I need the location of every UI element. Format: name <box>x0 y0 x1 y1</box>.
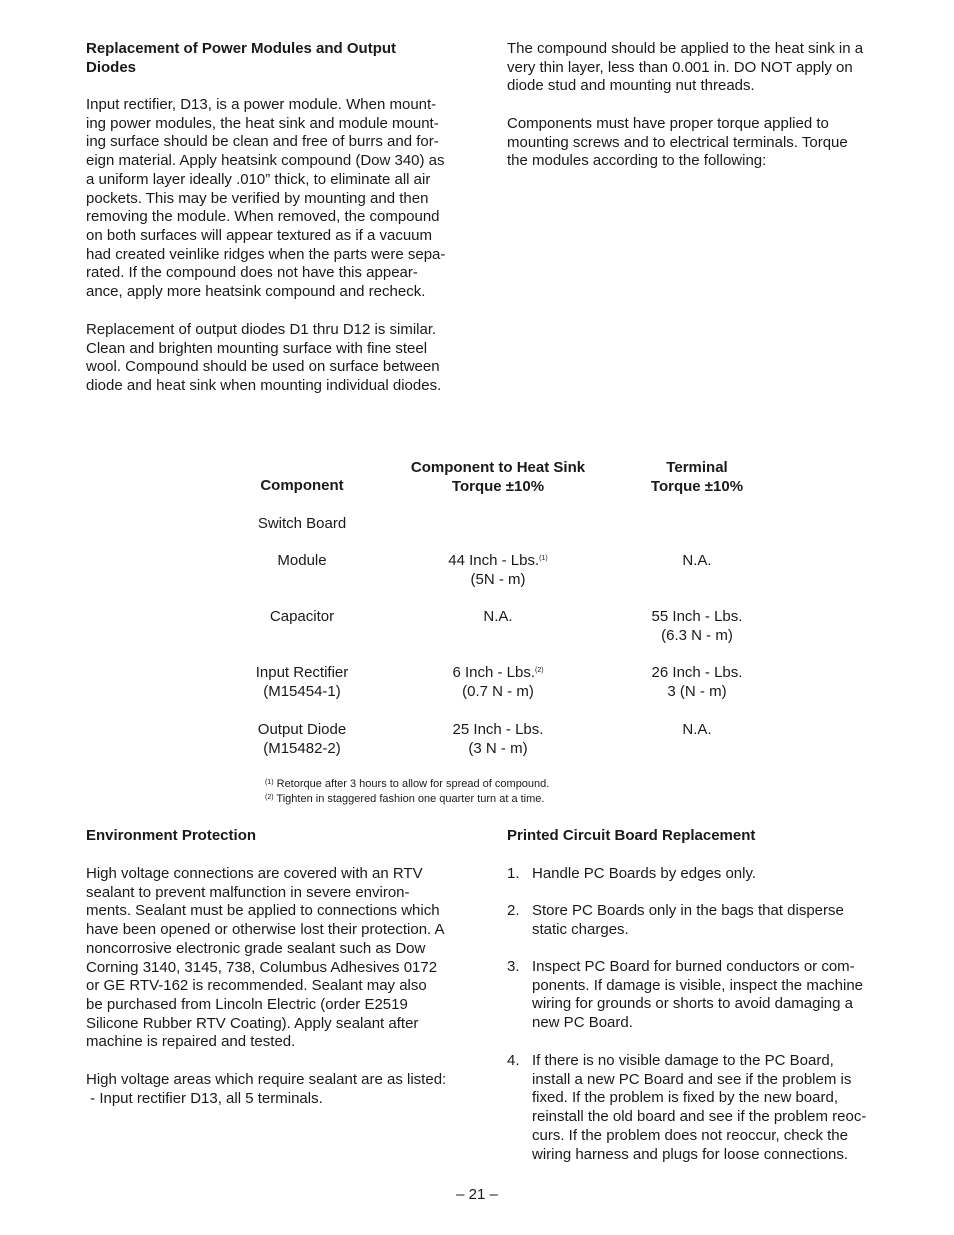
footnote-mark: (2) <box>265 794 274 801</box>
text-line: ance, apply more heatsink compound and recheck. <box>86 283 426 301</box>
text-line: or GE RTV-162 is recommended. Sealant may also <box>86 977 427 995</box>
text-line: a uniform layer ideally .010” thick, to eliminate all air <box>86 170 431 188</box>
list-item-number: 4. <box>507 1052 520 1069</box>
text-line: had created veinlike ridges when the parts were sepa- <box>86 245 446 263</box>
text-line: have been opened or otherwise lost their protection. A <box>86 921 445 939</box>
text-line: fixed. If the problem is fixed by the new board, <box>532 1089 838 1107</box>
text-line: install a new PC Board and see if the problem is <box>532 1070 852 1088</box>
text-line: sealant to prevent malfunction in severe environ- <box>86 883 410 901</box>
heading-line: Diodes <box>86 58 137 76</box>
text-line: Clean and brighten mounting surface with fine steel <box>86 339 428 357</box>
table-cell-line: Input Rectifier <box>255 664 349 681</box>
text-line: on both surfaces will appear textured as if a vacuum <box>86 226 433 244</box>
table-row-capacitor-sink: N.A. <box>483 608 513 625</box>
text-line: be purchased from Lincoln Electric (order E2519 <box>86 995 408 1013</box>
text-line: removing the module. When removed, the compound <box>86 208 440 226</box>
text-line: wiring for grounds or shorts to avoid damaging a <box>532 995 854 1013</box>
table-row-output-diode-sink <box>387 721 609 758</box>
table-cell-value: 44 Inch - Lbs. <box>448 552 540 569</box>
table-row-module-sink <box>387 552 609 589</box>
table-cell-line: (6.3 N - m) <box>661 626 733 644</box>
section-heading-pcb-replacement: Printed Circuit Board Replacement <box>507 827 756 844</box>
text-line: eign material. Apply heatsink compound (Dow 340) as <box>86 152 445 170</box>
environment-paragraph-2 <box>86 1071 446 1108</box>
text-line: reinstall the old board and see if the problem reoc- <box>532 1108 867 1126</box>
page-number: – 21 – <box>456 1186 498 1203</box>
table-row-capacitor-component: Capacitor <box>269 608 335 625</box>
table-cell-line <box>387 664 609 683</box>
compound-paragraph <box>507 40 863 96</box>
text-line: machine is repaired and tested. <box>86 1033 296 1051</box>
text-line: mounting screws and to electrical terminals. Torque <box>507 133 848 151</box>
header-line: Torque ±10% <box>451 477 545 495</box>
text-line: rated. If the compound does not have this appear- <box>86 264 418 282</box>
table-cell-line: (M15454-1) <box>263 682 341 700</box>
text-line: new PC Board. <box>532 1014 633 1032</box>
text-line: Inspect PC Board for burned conductors or com- <box>532 958 855 975</box>
table-row-output-diode-terminal: N.A. <box>682 721 712 738</box>
table-cell-line: (0.7 N - m) <box>462 682 534 700</box>
list-item <box>532 902 892 939</box>
footnote-text: Tighten in staggered fashion one quarter turn at a time. <box>276 793 545 805</box>
text-line: Corning 3140, 3145, 738, Columbus Adhesives 0172 <box>86 958 438 976</box>
table-row-input-rectifier-terminal <box>592 664 802 701</box>
header-line: Component to Heat Sink <box>410 459 586 476</box>
table-cell-line: (5N - m) <box>470 570 526 588</box>
table-cell-line: 25 Inch - Lbs. <box>452 721 544 738</box>
table-cell-line: (3 N - m) <box>468 739 528 757</box>
text-line: wiring harness and plugs for loose connections. <box>532 1145 849 1163</box>
footnote-mark: (2) <box>534 667 544 674</box>
table-row-module-component: Module <box>277 552 327 569</box>
footnote-1 <box>265 777 549 792</box>
text-line: the modules according to the following: <box>507 152 767 170</box>
footnote-text: Retorque after 3 hours to allow for spread of compound. <box>276 778 550 790</box>
text-line: Store PC Boards only in the bags that disperse <box>532 902 844 919</box>
text-line: pockets. This may be verified by mounting and then <box>86 189 429 207</box>
header-line: Terminal <box>666 459 728 476</box>
footnote-mark: (1) <box>265 779 274 786</box>
list-item <box>532 1052 892 1164</box>
text-line: Silicone Rubber RTV Coating). Apply sealant after <box>86 1014 419 1032</box>
text-line: - Input rectifier D13, all 5 terminals. <box>86 1089 323 1107</box>
text-line: Replacement of output diodes D1 thru D12 is similar. <box>86 321 437 338</box>
table-cell-value: 6 Inch - Lbs. <box>452 664 535 681</box>
header-line: Torque ±10% <box>650 477 744 495</box>
torque-intro-paragraph <box>507 115 848 171</box>
power-modules-paragraph-2 <box>86 321 441 396</box>
text-line: Components must have proper torque applied to <box>507 115 829 132</box>
power-modules-paragraph-1 <box>86 96 445 302</box>
table-cell-line: 55 Inch - Lbs. <box>651 608 743 625</box>
text-line: diode and heat sink when mounting individual diodes. <box>86 377 442 395</box>
text-line: static charges. <box>532 920 629 938</box>
section-heading-power-modules <box>86 40 396 77</box>
text-line: curs. If the problem does not reoccur, check the <box>532 1126 848 1144</box>
header-terminal-torque <box>592 459 802 496</box>
section-heading-environment: Environment Protection <box>86 827 257 844</box>
footnote-mark: (1) <box>539 555 548 562</box>
header-heat-sink-torque <box>387 459 609 496</box>
table-row-input-rectifier-component <box>202 664 402 701</box>
list-item-number: 2. <box>507 902 520 919</box>
header-component: Component <box>260 477 344 494</box>
table-row-input-rectifier-sink <box>387 664 609 701</box>
text-line: very thin layer, less than 0.001 in. DO NOT apply on <box>507 58 853 76</box>
table-row-output-diode-component <box>202 721 402 758</box>
heading-line: Replacement of Power Modules and Output <box>86 40 397 57</box>
text-line: ponents. If damage is visible, inspect the machine <box>532 976 864 994</box>
text-line: ments. Sealant must be applied to connections which <box>86 902 440 920</box>
text-line: diode stud and mounting nut threads. <box>507 77 755 95</box>
text-line: Input rectifier, D13, is a power module. When mount- <box>86 96 437 113</box>
environment-paragraph-1 <box>86 865 445 1052</box>
footnote-2 <box>265 792 544 807</box>
text-line: Handle PC Boards by edges only. <box>532 865 757 882</box>
text-line: If there is no visible damage to the PC Board, <box>532 1052 834 1069</box>
table-row-module-terminal: N.A. <box>682 552 712 569</box>
list-item <box>532 865 892 884</box>
text-line: ing power modules, the heat sink and module mount- <box>86 114 439 132</box>
table-cell-line: (M15482-2) <box>263 739 341 757</box>
text-line: High voltage areas which require sealant are as listed: <box>86 1071 447 1088</box>
text-line: noncorrosive electronic grade sealant such as Dow <box>86 939 426 957</box>
table-cell-line: 26 Inch - Lbs. <box>651 664 743 681</box>
list-item-number: 1. <box>507 865 520 882</box>
text-line: High voltage connections are covered with an RTV <box>86 865 423 882</box>
list-item <box>532 958 892 1033</box>
table-row-capacitor-terminal <box>592 608 802 645</box>
table-cell-line: 3 (N - m) <box>667 682 727 700</box>
text-line: ing surface should be clean and free of burrs and for- <box>86 133 439 151</box>
table-cell-line: Output Diode <box>257 721 347 738</box>
list-item-number: 3. <box>507 958 520 975</box>
table-row-switch-board-component: Switch Board <box>257 515 347 532</box>
table-cell-line <box>387 552 609 571</box>
text-line: wool. Compound should be used on surface between <box>86 358 440 376</box>
text-line: The compound should be applied to the heat sink in a <box>507 40 864 57</box>
